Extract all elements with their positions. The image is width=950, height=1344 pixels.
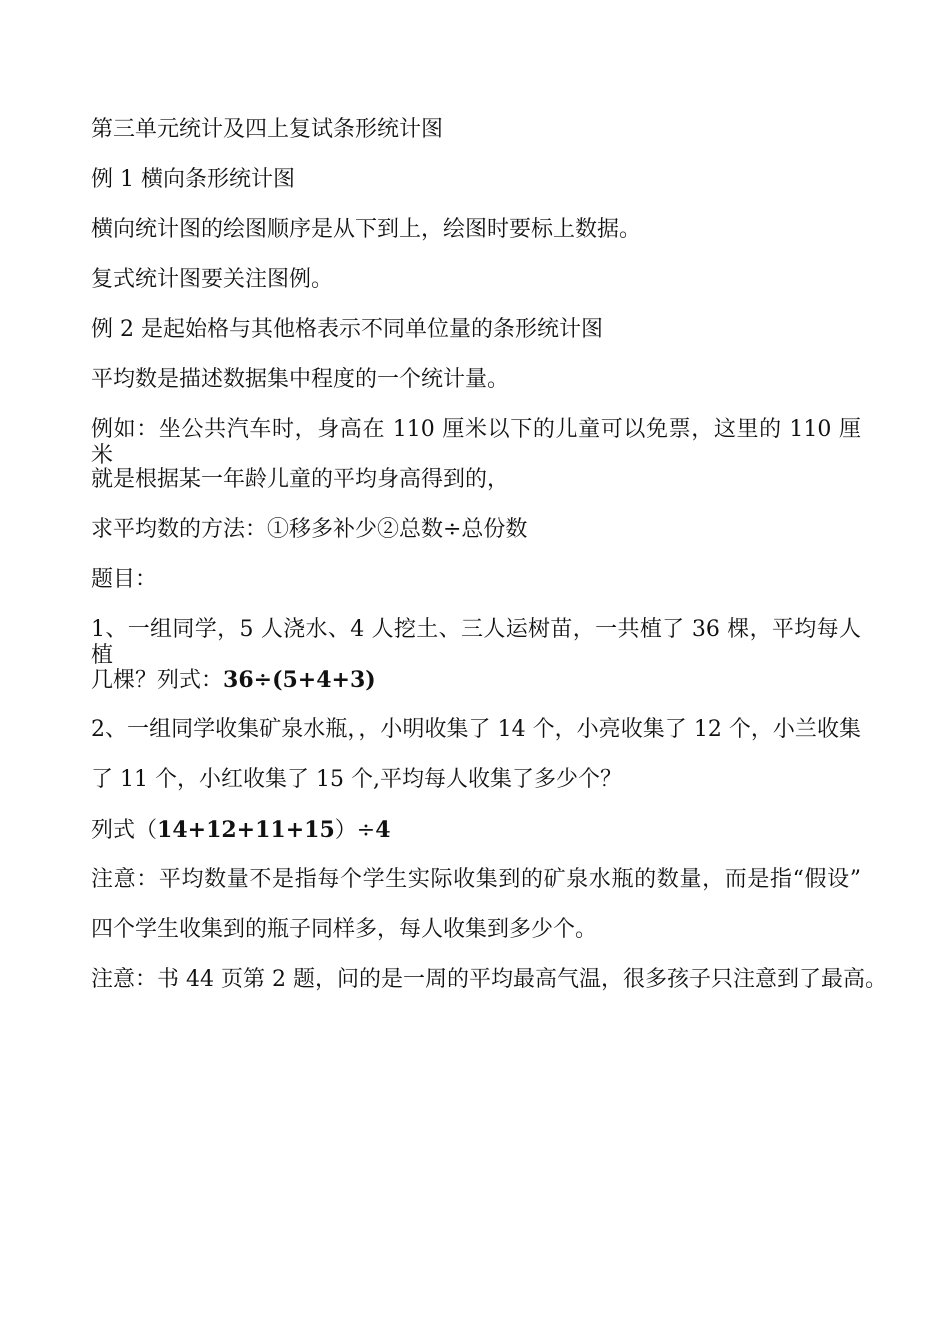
question2-formula-suffix: ）÷ [334,818,376,843]
note1-line2: 四个学生收集到的瓶子同样多，每人收集到多少个。 [91,917,598,942]
question2-formula-prefix: 列式（ [91,818,158,843]
example1-heading: 例 1 横向条形统计图 [91,167,295,192]
average-method: 求平均数的方法：①移多补少②总数÷总份数 [91,517,528,542]
example2-heading: 例 2 是起始格与其他格表示不同单位量的条形统计图 [91,317,603,342]
question1-formula: 36÷(5+4+3) [223,667,376,693]
question2-line2: 了 11 个，小红收集了 15 个,平均每人收集了多少个？ [91,767,622,792]
example-paragraph-line1: 例如：坐公共汽车时，身高在 110 厘米以下的儿童可以免票，这里的 110 厘米 [91,417,861,468]
question1-line1: 1、一组同学，5 人浇水、4 人挖土、三人运树苗，一共植了 36 棵，平均每人植 [91,617,861,668]
question2-formula-divisor: 4 [375,817,391,843]
problems-heading: 题目： [91,567,158,592]
document-body [91,117,887,1017]
example1-note-legend: 复式统计图要关注图例。 [91,267,334,292]
question2-formula-line [91,817,861,843]
question2-line1: 2、一组同学收集矿泉水瓶，，小明收集了 14 个，小亮收集了 12 个，小兰收集 [91,717,861,742]
note1-line1: 注意：平均数量不是指每个学生实际收集到的矿泉水瓶的数量，而是指“假设” [91,867,861,892]
example-paragraph-line2: 就是根据某一年龄儿童的平均身高得到的， [91,467,510,492]
question1-line2 [91,667,861,693]
average-definition: 平均数是描述数据集中程度的一个统计量。 [91,367,510,392]
note2: 注意：书 44 页第 2 题，问的是一周的平均最高气温，很多孩子只注意到了最高。 [91,967,887,992]
document-title: 第三单元统计及四上复试条形统计图 [91,117,444,142]
question2-formula-sum: 14+12+11+15 [157,817,335,843]
question1-prefix: 几棵？列式： [91,668,224,693]
example1-note-order: 横向统计图的绘图顺序是从下到上，绘图时要标上数据。 [91,217,642,242]
